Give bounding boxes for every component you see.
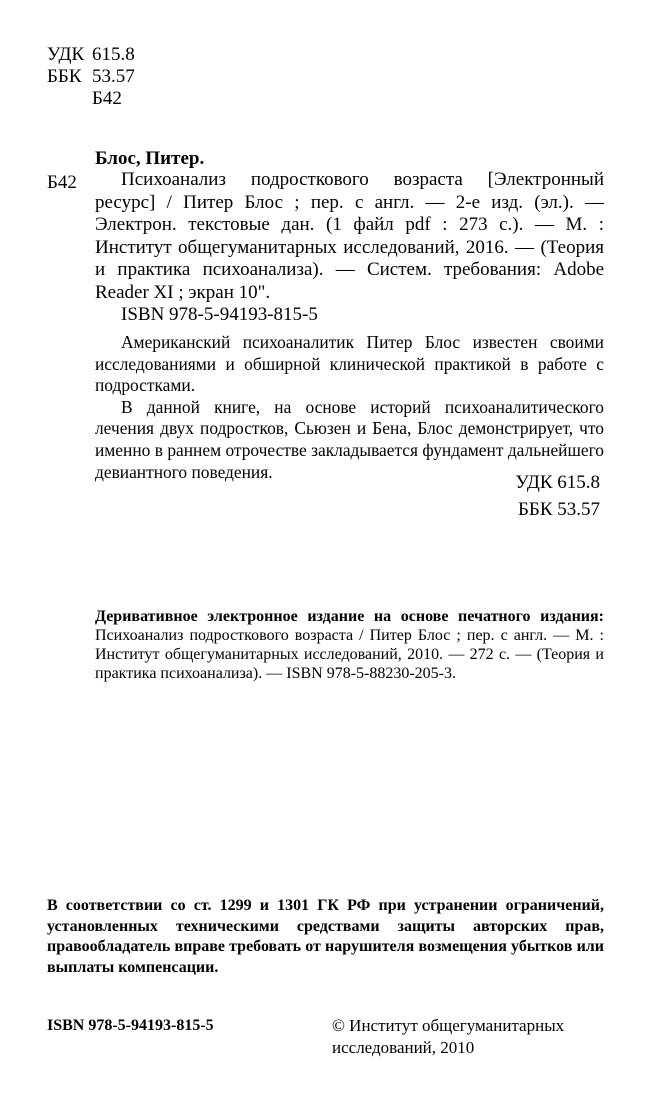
copyright-notice: В соответствии со ст. 1299 и 1301 ГК РФ при устранении ограничений, установленных техническими средствами защиты авторских прав, правообладатель вправе требовать от нарушителя возмещения убытков или выплаты компенсации. bbox=[47, 897, 604, 976]
author-heading: Блос, Питер. bbox=[95, 148, 205, 169]
copyright-line-1: © Институт общегуманитарных bbox=[332, 1016, 565, 1035]
isbn-line: ISBN 978-5-94193-815-5 bbox=[121, 304, 318, 325]
udk-value: 615.8 bbox=[92, 44, 135, 65]
classification-bottom bbox=[400, 469, 600, 523]
author-mark-row bbox=[47, 88, 135, 110]
bbk-row bbox=[47, 66, 135, 88]
footer-isbn: ISBN 978-5-94193-815-5 bbox=[47, 1017, 214, 1034]
bbk-label: ББК bbox=[47, 66, 82, 87]
footer-copyright bbox=[332, 1015, 564, 1059]
classification-top bbox=[47, 44, 135, 110]
copyright-line-2: исследований, 2010 bbox=[332, 1038, 475, 1057]
udk-code: УДК 615.8 bbox=[515, 472, 600, 493]
bbk-code: ББК 53.57 bbox=[518, 499, 600, 520]
margin-author-mark: Б42 bbox=[47, 172, 77, 193]
bibliographic-description bbox=[95, 169, 604, 304]
author-mark: Б42 bbox=[92, 88, 122, 109]
bibliographic-text: Психоанализ подросткового возраста [Электронный ресурс] / Питер Блос ; пер. с англ. — 2-е изд. (эл.). — Электрон. текстовые дан. (1 файл pdf : 273 с.). — М. : Институт общегуманитарных исследований, 2016. — (Теория и практика психоанализа). — Систем. требования: Adobe Reader XI ; экран 10". bbox=[95, 169, 604, 303]
annotation-paragraph-2: В данной книге, на основе историй психоаналитического лечения двух подростков, Сьюзен и Бена, Блос демонстрирует, что именно в раннем отрочестве закладывается фундамент дальнейшего девиантного поведения. bbox=[95, 396, 604, 482]
derivative-note bbox=[95, 607, 604, 683]
bbk-value: 53.57 bbox=[92, 66, 135, 87]
udk-row bbox=[47, 44, 135, 66]
derivative-heading: Деривативное электронное издание на основе печатного издания: bbox=[95, 608, 604, 625]
udk-label: УДК bbox=[47, 44, 85, 65]
derivative-text: Психоанализ подросткового возраста / Питер Блос ; пер. с англ. — М. : Институт общегуманитарных исследований, 2010. — 272 с. — (Теория и практика психоанализа). — ISBN 978-5-88230-205-3. bbox=[95, 627, 604, 682]
annotation-paragraph-1: Американский психоаналитик Питер Блос известен своими исследованиями и обширной клинической практикой в работе с подростками. bbox=[95, 332, 604, 396]
annotation bbox=[95, 332, 604, 483]
